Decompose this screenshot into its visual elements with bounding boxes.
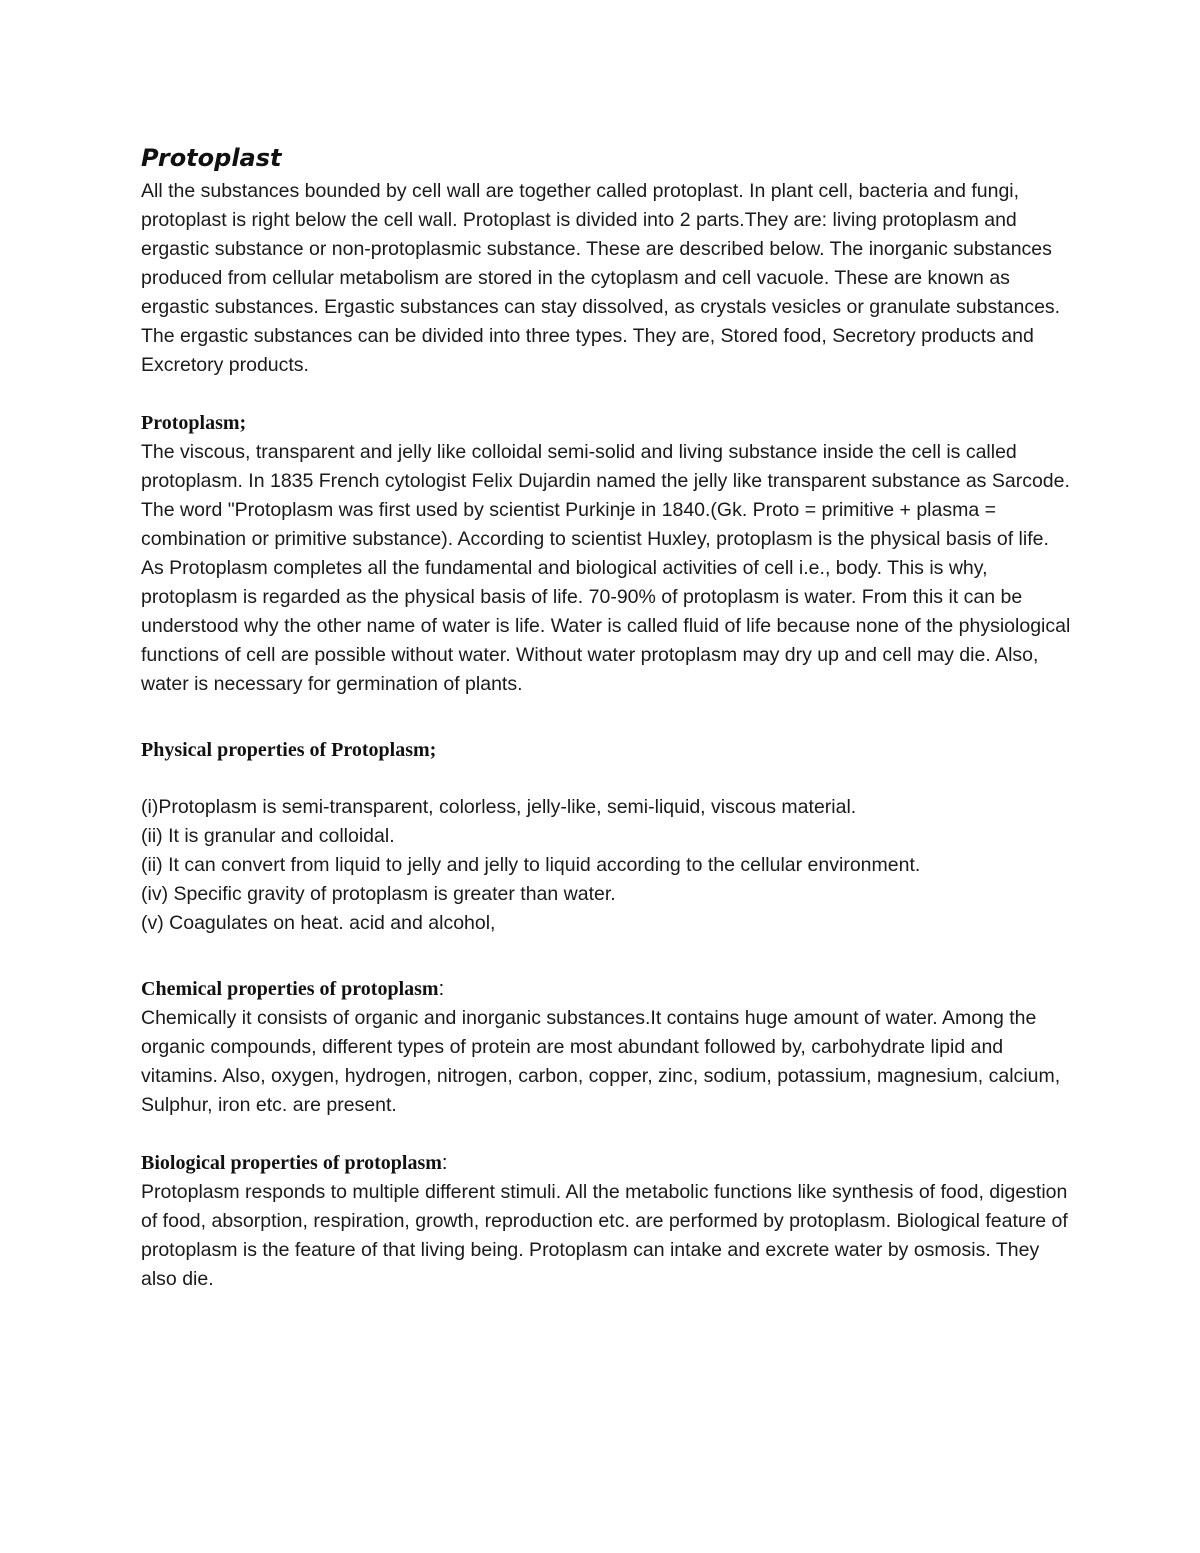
list-item: (i)Protoplasm is semi-transparent, colorless, jelly-like, semi-liquid, viscous material. <box>141 796 857 818</box>
list-item: (ii) It can convert from liquid to jelly and jelly to liquid according to the cellular environment. <box>141 854 921 876</box>
spacer <box>141 765 1071 793</box>
intro-paragraph: All the substances bounded by cell wall are together called protoplast. In plant cell, bacteria and fungi, protoplast is right below the cell wall. Protoplast is divided into 2 parts.They are: living protoplasm and ergastic substance or non-protoplasmic substance. These are described below. The inorganic substances produced from cellular metabolism are stored in the cytoplasm and cell vacuole. These are known as ergastic substances. Ergastic substances can stay dissolved, as crystals vesicles or granulate substances. The ergastic substances can be divided into three types. They are, Stored food, Secretory products and Excretory products. <box>141 180 1061 376</box>
biological-heading-text: Biological properties of protoplasm <box>141 1152 442 1174</box>
page-title: Protoplast <box>141 144 282 172</box>
chemical-paragraph-end: Sulphur, iron etc. are present. <box>141 1094 397 1116</box>
list-item: (v) Coagulates on heat. acid and alcohol, <box>141 912 496 934</box>
physical-properties-heading: Physical properties of Protoplasm; <box>141 739 437 761</box>
spacer <box>141 938 1071 975</box>
biological-properties-heading <box>141 1149 1071 1178</box>
chemical-properties-heading <box>141 975 1071 1004</box>
physical-properties-list <box>141 793 1071 938</box>
protoplasm-heading: Protoplasm; <box>141 412 247 434</box>
document-body <box>141 143 1071 1294</box>
biological-heading-colon: : <box>441 1152 448 1174</box>
list-item: (ii) It is granular and colloidal. <box>141 825 395 847</box>
spacer <box>141 380 1071 409</box>
biological-paragraph: Protoplasm responds to multiple different stimuli. All the metabolic functions like synthesis of food, digestion of food, absorption, respiration, growth, reproduction etc. are performed by protoplasm. Biological feature of protoplasm is the feature of that living being. Protoplasm can intake and excrete water by osmosis. They also die. <box>141 1181 1068 1290</box>
list-item: (iv) Specific gravity of protoplasm is greater than water. <box>141 883 616 905</box>
spacer <box>141 699 1071 736</box>
chemical-heading-colon: : <box>438 978 445 1000</box>
chemical-paragraph: Chemically it consists of organic and inorganic substances.It contains huge amount of water. Among the organic compounds, different types of protein are most abundant followed by, carbohydrate lipid and vitamins. Also, oxygen, hydrogen, nitrogen, carbon, copper, zinc, sodium, potassium, magnesium, calcium, <box>141 1007 1061 1087</box>
chemical-heading-text: Chemical properties of protoplasm <box>141 978 439 1000</box>
spacer <box>141 1120 1071 1149</box>
protoplasm-paragraph: The viscous, transparent and jelly like colloidal semi-solid and living substance inside the cell is called protoplasm. In 1835 French cytologist Felix Dujardin named the jelly like transparent substance as Sarcode. The word "Protoplasm was first used by scientist Purkinje in 1840.(Gk. Proto = primitive + plasma = combination or primitive substance). According to scientist Huxley, protoplasm is the physical basis of life. As Protoplasm completes all the fundamental and biological activities of cell i.e., body. This is why, protoplasm is regarded as the physical basis of life. 70-90% of protoplasm is water. From this it can be understood why the other name of water is life. Water is called fluid of life because none of the physiological functions of cell are possible without water. Without water protoplasm may dry up and cell may die. Also, water is necessary for germination of plants. <box>141 441 1071 695</box>
